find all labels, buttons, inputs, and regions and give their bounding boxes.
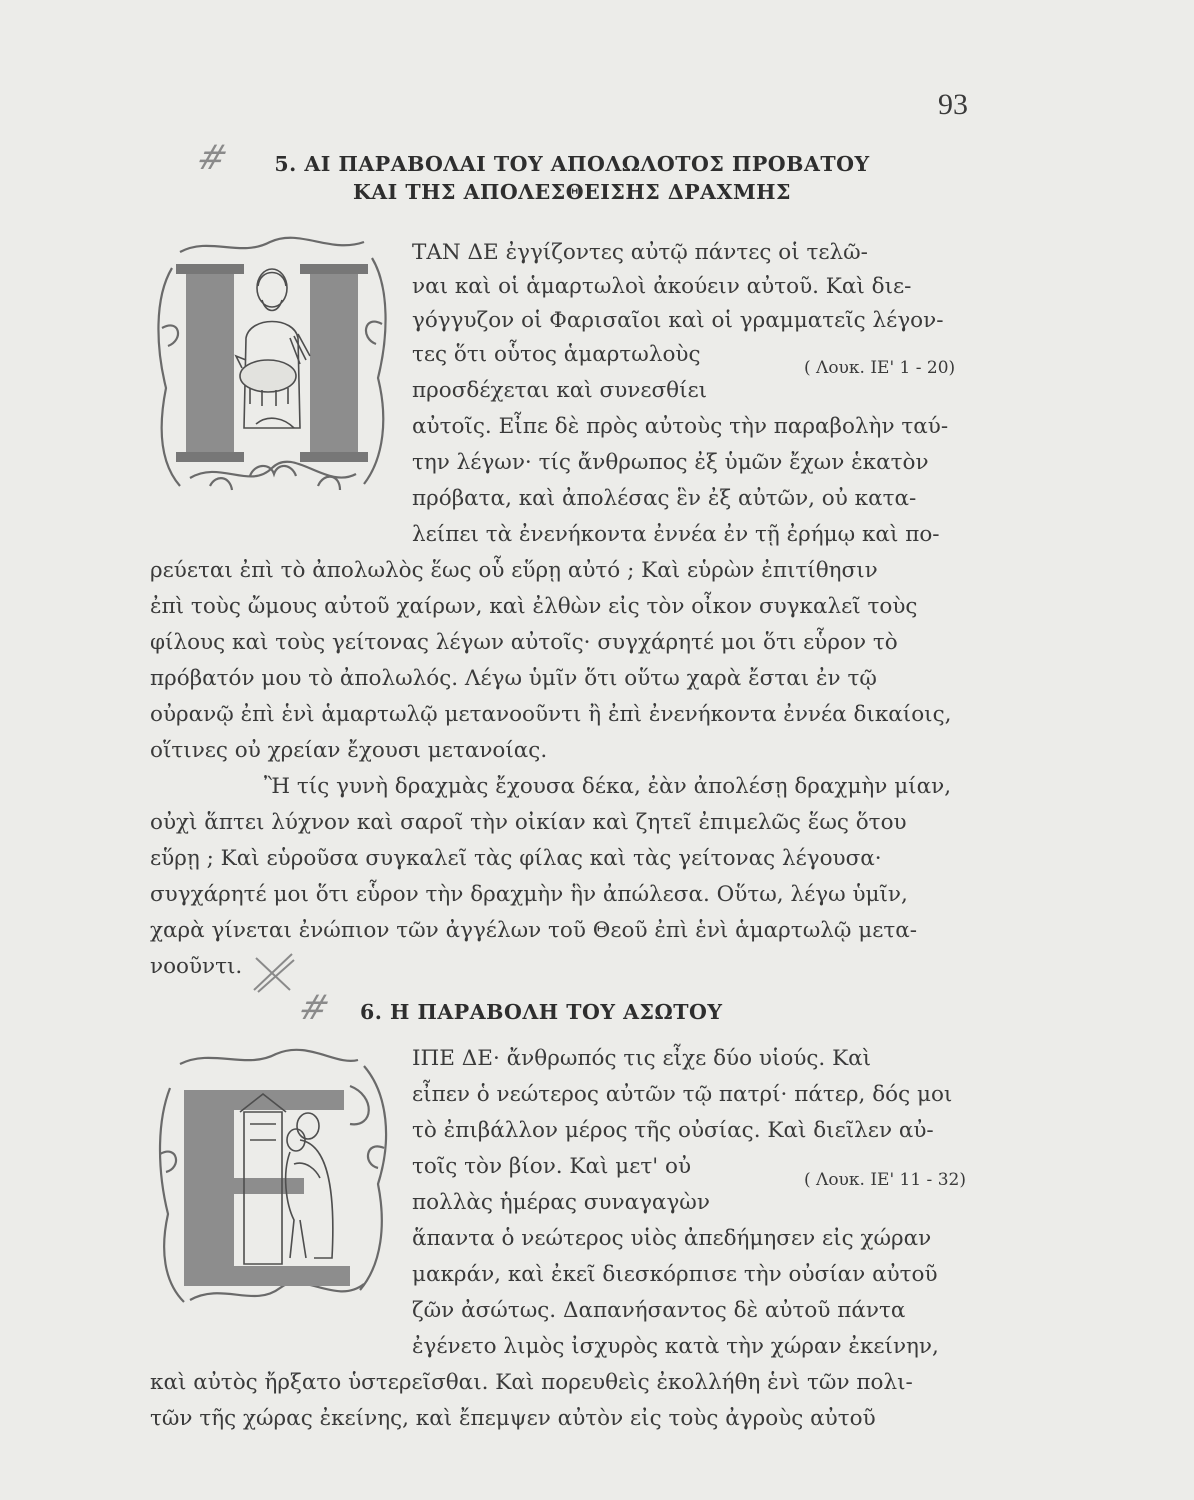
text-line: μακράν, καὶ ἐκεῖ διεσκόρπισε τὴν οὐσίαν αὐτοῦ bbox=[412, 1262, 938, 1287]
text-line: συγχάρητέ μοι ὅτι εὗρον τὴν δραχμὴν ἣν ἀπώλεσα. Οὕτω, λέγω ὑμῖν, bbox=[150, 882, 908, 907]
text-line: οὐρανῷ ἐπὶ ἑνὶ ἁμαρτωλῷ μετανοοῦντι ἢ ἐπὶ ἐνενήκοντα ἐννέα δικαίοις, bbox=[150, 702, 952, 727]
text-line: λείπει τὰ ἐνενήκοντα ἐννέα ἐν τῇ ἐρήμῳ καὶ πο- bbox=[412, 522, 940, 547]
text-line: εἶπεν ὁ νεώτερος αὐτῶν τῷ πατρί· πάτερ, δός μοι bbox=[412, 1082, 953, 1107]
text-line: οἵτινες οὐ χρείαν ἔχουσι μετανοίας. bbox=[150, 738, 548, 763]
text-line: ΙΠΕ ΔΕ· ἄνθρωπός τις εἶχε δύο υἱούς. Καὶ bbox=[412, 1046, 872, 1071]
text-line: ΤΑΝ ΔΕ ἐγγίζοντες αὐτῷ πάντες οἱ τελῶ- bbox=[412, 240, 868, 265]
text-line: ἐπὶ τοὺς ὤμους αὐτοῦ χαίρων, καὶ ἐλθὼν εἰς τὸν οἶκον συγκαλεῖ τοὺς bbox=[150, 594, 918, 619]
text-line: οὐχὶ ἅπτει λύχνον καὶ σαροῖ τὴν οἰκίαν καὶ ζητεῖ ἐπιμελῶς ἕως ὅτου bbox=[150, 810, 907, 835]
text-line: ἐγένετο λιμὸς ἰσχυρὸς κατὰ τὴν χώραν ἐκείνην, bbox=[412, 1334, 939, 1359]
text-line: πολλὰς ἡμέρας συναγαγὼν bbox=[412, 1190, 710, 1215]
section-6-title: 6. Η ΠΑΡΑΒΟΛΗ ΤΟΥ ΑΣΩΤΟΥ bbox=[360, 1000, 723, 1024]
text-line: προσδέχεται καὶ συνεσθίει bbox=[412, 378, 708, 403]
handwritten-hash-mark: # bbox=[293, 988, 335, 1028]
text-line: ἅπαντα ὁ νεώτερος υἱὸς ἀπεδήμησεν εἰς χώραν bbox=[412, 1226, 932, 1251]
text-line: την λέγων· τίς ἄνθρωπος ἐξ ὑμῶν ἔχων ἑκατὸν bbox=[412, 450, 929, 475]
decorated-initial-h bbox=[150, 228, 394, 500]
text-line: Ἢ τίς γυνὴ δραχμὰς ἔχουσα δέκα, ἐὰν ἀπολέσῃ δραχμὴν μίαν, bbox=[264, 774, 952, 799]
text-line: τοῖς τὸν βίον. Καὶ μετ' οὐ bbox=[412, 1154, 692, 1179]
text-line: ζῶν ἀσώτως. Δαπανήσαντος δὲ αὐτοῦ πάντα bbox=[412, 1298, 906, 1323]
handwritten-cross-mark bbox=[250, 950, 296, 994]
text-line: ναι καὶ οἱ ἁμαρτωλοὶ ἀκούειν αὐτοῦ. Καὶ διε- bbox=[412, 274, 912, 299]
text-line: ρεύεται ἐπὶ τὸ ἀπολωλὸς ἕως οὗ εὕρῃ αὐτό ; Καὶ εὑρὼν ἐπιτίθησιν bbox=[150, 558, 878, 583]
text-line: πρόβατα, καὶ ἀπολέσας ἓν ἐξ αὐτῶν, οὐ κατα- bbox=[412, 486, 917, 511]
decorated-initial-e bbox=[150, 1044, 396, 1314]
text-line: εὕρῃ ; Καὶ εὑροῦσα συγκαλεῖ τὰς φίλας καὶ τὰς γείτονας λέγουσα· bbox=[150, 846, 882, 871]
scripture-reference: ( Λουκ. ΙΕ' 11 - 32) bbox=[804, 1170, 966, 1190]
scripture-reference: ( Λουκ. ΙΕ' 1 - 20) bbox=[804, 358, 956, 378]
section-5-title-line-2: ΚΑΙ ΤΗΣ ΑΠΟΛΕΣΘΕΙΣΗΣ ΔΡΑΧΜΗΣ bbox=[352, 180, 792, 204]
text-line: χαρὰ γίνεται ἐνώπιον τῶν ἀγγέλων τοῦ Θεοῦ ἐπὶ ἑνὶ ἁμαρτωλῷ μετα- bbox=[150, 918, 918, 943]
text-line: τὸ ἐπιβάλλον μέρος τῆς οὐσίας. Καὶ διεῖλεν αὐ- bbox=[412, 1118, 934, 1143]
handwritten-hash-mark: # bbox=[191, 138, 233, 178]
page-number: 93 bbox=[938, 88, 968, 121]
text-line: καὶ αὐτὸς ἤρξατο ὑστερεῖσθαι. Καὶ πορευθεὶς ἐκολλήθη ἑνὶ τῶν πολι- bbox=[150, 1370, 913, 1395]
text-line: αὐτοῖς. Εἶπε δὲ πρὸς αὐτοὺς τὴν παραβολὴν ταύ- bbox=[412, 414, 949, 439]
section-5-title-line-1: 5. ΑΙ ΠΑΡΑΒΟΛΑΙ ΤΟΥ ΑΠΟΛΩΛΟΤΟΣ ΠΡΟΒΑΤΟΥ bbox=[274, 152, 870, 176]
text-line: νοοῦντι. bbox=[150, 954, 243, 979]
text-line: τῶν τῆς χώρας ἐκείνης, καὶ ἔπεμψεν αὐτὸν εἰς τοὺς ἀγροὺς αὐτοῦ bbox=[150, 1406, 876, 1431]
text-line: γόγγυζον οἱ Φαρισαῖοι καὶ οἱ γραμματεῖς λέγον- bbox=[412, 308, 944, 333]
text-line: τες ὅτι οὗτος ἁμαρτωλοὺς bbox=[412, 342, 701, 367]
text-line: πρόβατόν μου τὸ ἀπολωλός. Λέγω ὑμῖν ὅτι οὕτω χαρὰ ἔσται ἐν τῷ bbox=[150, 666, 877, 691]
text-line: φίλους καὶ τοὺς γείτονας λέγων αὐτοῖς· συγχάρητέ μοι ὅτι εὗρον τὸ bbox=[150, 630, 898, 655]
